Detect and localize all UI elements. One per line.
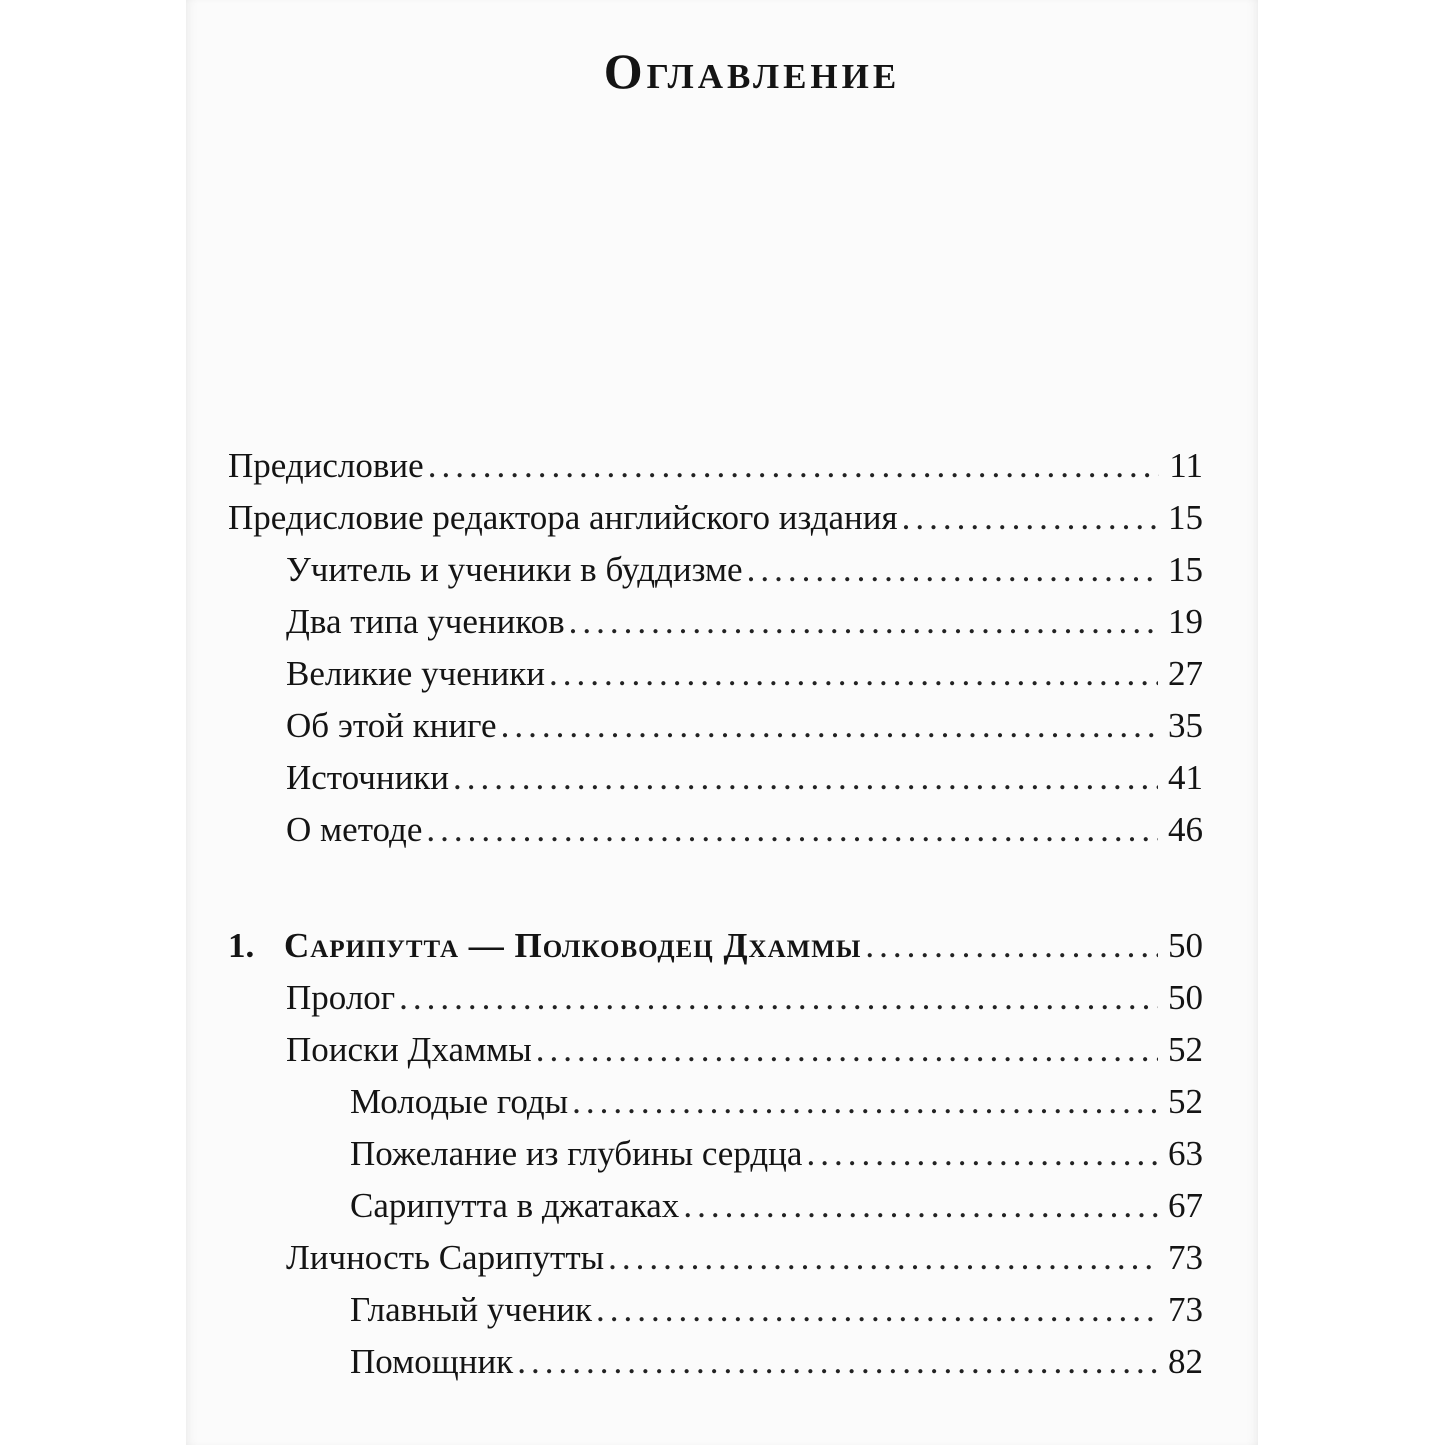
dot-leader: [569, 596, 1158, 648]
toc-entry-page: 19: [1168, 602, 1203, 641]
toc-entry-personality: [228, 1232, 1203, 1284]
toc-entry-page: 46: [1168, 810, 1203, 849]
dot-leader: [501, 700, 1158, 752]
toc-entry-page: 27: [1168, 654, 1203, 693]
toc-entry-young-years: [228, 1076, 1203, 1128]
toc-entry-page: 63: [1168, 1134, 1203, 1173]
toc-entry-label: Сарипутта — Полководец Дхаммы: [284, 926, 862, 965]
toc-entry-page: 67: [1168, 1186, 1203, 1225]
toc-entry-page: 35: [1168, 706, 1203, 745]
dot-leader: [536, 1024, 1158, 1076]
toc-entry-page: 52: [1168, 1030, 1203, 1069]
dot-leader: [572, 1076, 1158, 1128]
toc-chapter-1: [228, 920, 1203, 972]
toc-entry-label: О методе: [286, 810, 423, 849]
dot-leader: [806, 1128, 1158, 1180]
toc-entry-label: Личность Сарипутты: [286, 1238, 605, 1277]
toc-entry-chief-disciple: [228, 1284, 1203, 1336]
toc-entry-page: 73: [1168, 1238, 1203, 1277]
toc-entry-page: 73: [1168, 1290, 1203, 1329]
toc-entry-helper: [228, 1336, 1203, 1388]
dot-leader: [426, 804, 1158, 856]
toc-entry-search-dhamma: [228, 1024, 1203, 1076]
toc-entry-page: 82: [1168, 1342, 1203, 1381]
dot-leader: [747, 544, 1158, 596]
toc-entry-page: 15: [1168, 498, 1203, 537]
toc-entry-great-disciples: [228, 648, 1203, 700]
toc-entry-heart-wish: [228, 1128, 1203, 1180]
toc-entry-label: Помощник: [350, 1342, 514, 1381]
dot-leader: [865, 920, 1158, 972]
page-title: Оглавление: [603, 43, 901, 99]
dot-leader: [549, 648, 1158, 700]
chapter-number: 1.: [228, 926, 255, 965]
dot-leader: [453, 752, 1158, 804]
toc-entry-sources: [228, 752, 1203, 804]
toc-entry-about-book: [228, 700, 1203, 752]
toc-entry-preface: [228, 440, 1203, 492]
toc-entry-label: Пролог: [286, 978, 396, 1017]
toc-entry-label: Сарипутта в джатаках: [350, 1186, 680, 1225]
toc-entry-page: 11: [1169, 446, 1203, 485]
dot-leader: [902, 492, 1158, 544]
toc-entry-page: 50: [1168, 978, 1203, 1017]
toc-entry-label: Пожелание из глубины сердца: [350, 1134, 803, 1173]
dot-leader: [428, 440, 1160, 492]
toc-entry-editor-preface: [228, 492, 1203, 544]
dot-leader: [517, 1336, 1158, 1388]
toc-entry-label: Учитель и ученики в буддизме: [286, 550, 743, 589]
dot-leader: [683, 1180, 1158, 1232]
dot-leader: [399, 972, 1158, 1024]
toc-entry-page: 52: [1168, 1082, 1203, 1121]
toc-entry-method: [228, 804, 1203, 856]
toc-entry-label: Великие ученики: [286, 654, 545, 693]
toc-entry-prologue: [228, 972, 1203, 1024]
toc-entry-page: 50: [1168, 926, 1203, 965]
toc-entry-two-types: [228, 596, 1203, 648]
toc-entry-label: Поиски Дхаммы: [286, 1030, 532, 1069]
dot-leader: [596, 1284, 1158, 1336]
toc-entry-label: Два типа учеников: [286, 602, 565, 641]
toc-entry-label: Главный ученик: [350, 1290, 592, 1329]
toc-entry-page: 15: [1168, 550, 1203, 589]
toc-entry-teacher-students: [228, 544, 1203, 596]
toc-entry-jatakas: [228, 1180, 1203, 1232]
toc-entry-label: Источники: [286, 758, 450, 797]
toc-entry-page: 41: [1168, 758, 1203, 797]
toc-entry-label: Предисловие редактора английского издания: [228, 498, 898, 537]
toc-entry-label: Предисловие: [228, 446, 424, 485]
dot-leader: [608, 1232, 1158, 1284]
book-page: [186, 0, 1258, 1445]
toc-entry-label: Об этой книге: [286, 706, 497, 745]
toc-entry-label: Молодые годы: [350, 1082, 569, 1121]
